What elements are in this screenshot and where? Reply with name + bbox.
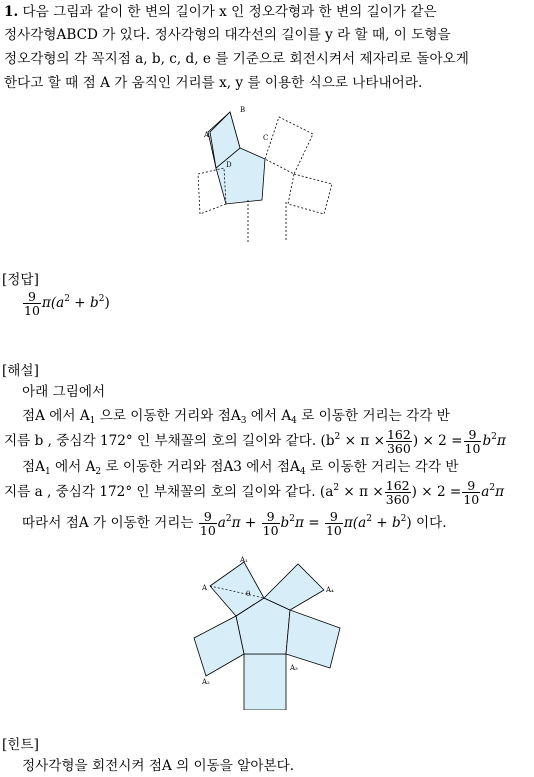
p1-mid: 으로 이동한 거리와 점A xyxy=(95,408,241,424)
problem-line-2: 정사각형ABCD 가 있다. 정사각형의 대각선의 길이를 y 라 할 때, 이 도형을 xyxy=(4,27,451,43)
conc-f1d: 10 xyxy=(199,523,216,538)
label-A4: A₄ xyxy=(326,586,334,594)
problem-number: 1. xyxy=(4,4,19,20)
label-theta: θ xyxy=(246,590,251,598)
square-dashed-right xyxy=(288,174,332,214)
label-A-fig2: A xyxy=(202,584,208,592)
p1-frac-num: 162 xyxy=(386,427,411,442)
answer-close: ) xyxy=(104,295,110,311)
p1-sub2: 3 xyxy=(240,416,247,426)
square-A2 xyxy=(194,616,244,676)
label-C: C xyxy=(263,134,269,142)
explanation-p1-line2: 지름 b , 중심각 172° 인 부채꼴의 호의 길이와 같다. ($b^2 \times \pi$ × $\frac{162}{360}$ ) × 2 = $\frac{9}{10}$ $b^2\pi$ xyxy=(4,427,506,456)
conc-pi: π(a xyxy=(343,515,367,531)
label-B: B xyxy=(240,106,246,114)
conclusion-end: 이다. xyxy=(416,515,447,531)
conc-f3n: 9 xyxy=(325,510,343,524)
label-A: A xyxy=(204,131,210,139)
explanation-intro: 아래 그림에서 xyxy=(22,384,106,400)
answer-fraction xyxy=(23,290,41,317)
hint-title: [힌트] xyxy=(2,737,39,753)
answer-title: [정답] xyxy=(2,272,39,288)
conc-f2d: 10 xyxy=(262,523,279,538)
label-A3: A₃ xyxy=(290,664,298,672)
problem-text-1: 다음 그림과 같이 한 변의 길이가 x 인 정오각형과 한 변의 길이가 같은 xyxy=(22,4,437,20)
p2-f9: 9 xyxy=(462,479,480,493)
p1-text: 점A 에서 A xyxy=(22,408,90,424)
conc-frac3 xyxy=(325,510,343,537)
p1-f10: 10 xyxy=(464,441,481,456)
p2-sub2: 2 xyxy=(95,467,102,477)
conc-f3d: 10 xyxy=(325,523,342,538)
answer-fraction-den: 10 xyxy=(24,303,40,318)
label-A1: A₁ xyxy=(240,556,248,564)
p1-mid2: 에서 A xyxy=(246,408,292,424)
p1-frac-162 xyxy=(386,428,412,455)
problem-line-3: 정오각형의 각 꼭지점 a, b, c, d, e 를 기준으로 회전시켜서 제자리로 돌아오게 xyxy=(4,51,469,67)
hint-text: 정사각형을 회전시켜 점A 의 이동을 알아본다. xyxy=(22,758,295,774)
conc-frac2 xyxy=(262,510,280,537)
p1-sub1: 1 xyxy=(89,416,96,426)
answer-exp-a: 2 xyxy=(64,294,70,304)
p2-sub4: 4 xyxy=(299,467,306,477)
p1-line2-text: 지름 b , 중심각 172° 인 부채꼴의 호의 길이와 같다. (b xyxy=(4,433,335,449)
square-A3 xyxy=(286,610,340,668)
p2-frac-num: 162 xyxy=(385,478,410,493)
p2-mid: 에서 A xyxy=(50,459,96,475)
p2-f10: 10 xyxy=(463,492,480,507)
conclusion-text: 따라서 점A 가 이동한 거리는 xyxy=(22,515,194,531)
p2-text: 점A xyxy=(22,459,45,475)
p1-frac-den: 360 xyxy=(386,441,411,456)
label-A2: A₂ xyxy=(202,678,210,686)
answer-pi: π(a xyxy=(41,295,65,311)
problem-line-1 xyxy=(4,1,437,23)
figure-pentagon-squares xyxy=(196,104,341,244)
p2-frac-den: 360 xyxy=(385,492,410,507)
p2-end: 로 이동한 거리는 각각 반 xyxy=(305,459,459,475)
p2-mid2: 로 이동한 거리와 점A3 에서 점A xyxy=(101,459,300,475)
p2-frac-9-10 xyxy=(462,479,480,506)
p2-sub1: 1 xyxy=(44,467,51,477)
p1-f9: 9 xyxy=(464,428,482,442)
p1-sub3: 4 xyxy=(291,416,297,426)
label-D: D xyxy=(226,161,232,169)
p2-times2: ) × 2 = xyxy=(411,484,462,500)
explanation-conclusion: 따라서 점A 가 이동한 거리는 $\frac{9}{10}$ $a^2\pi$ + $\frac{9}{10}$ $b^2\pi$ = $\frac{9}{10}$ $\pi(a^2 + b^2)$ 이다. xyxy=(22,509,447,538)
p1-times2: ) × 2 = xyxy=(412,433,463,449)
conc-f1n: 9 xyxy=(199,510,217,524)
figure-rotation xyxy=(190,554,355,710)
answer-plus-b: + b xyxy=(69,295,99,311)
explanation-p1-line1 xyxy=(22,405,450,427)
p1-end: 로 이동한 거리는 각각 반 xyxy=(296,408,450,424)
answer-fraction-num: 9 xyxy=(23,290,41,304)
p1-frac-9-10 xyxy=(464,428,482,455)
p2-line2-text: 지름 a , 중심각 172° 인 부채꼴의 호의 길이와 같다. (a xyxy=(4,484,334,500)
conc-f2n: 9 xyxy=(262,510,280,524)
answer-exp-b: 2 xyxy=(98,294,105,304)
answer-expression xyxy=(22,290,110,317)
problem-line-4: 한다고 할 때 점 A 가 움직인 거리를 x, y 를 이용한 식으로 나타내어라. xyxy=(4,75,423,91)
explanation-title: [해설] xyxy=(2,363,39,379)
square-dashed-top-right xyxy=(265,117,313,174)
explanation-p2-line2: 지름 a , 중심각 172° 인 부채꼴의 호의 길이와 같다. ($a^2 \times \pi$ × $\frac{162}{360}$ ) × 2 = $\frac{9}{10}$ $a^2\pi$ xyxy=(4,478,505,507)
explanation-p2-line1 xyxy=(22,456,458,478)
p2-frac-162 xyxy=(385,479,411,506)
path-strip xyxy=(244,654,286,710)
conc-frac1 xyxy=(199,510,217,537)
